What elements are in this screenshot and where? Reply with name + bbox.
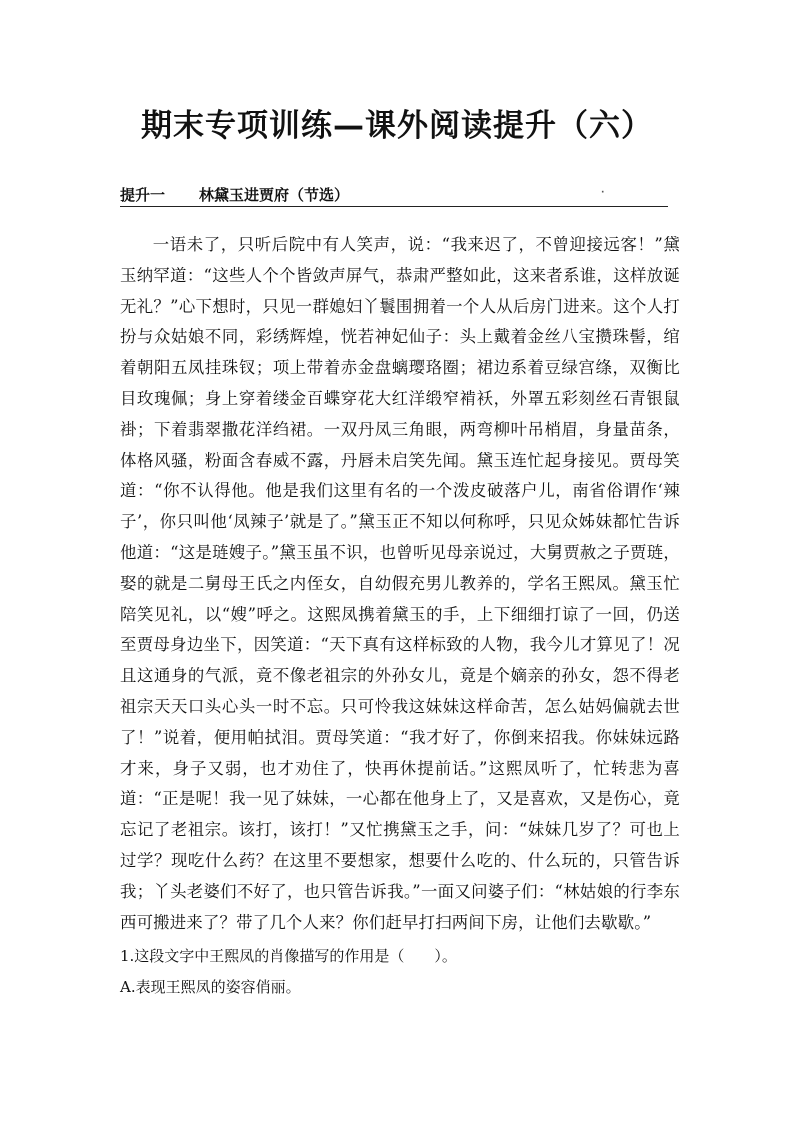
answer-option: A.表现王熙凤的姿容俏丽。 [120, 978, 301, 996]
section-label: 提升一 [120, 186, 166, 204]
page-title: 期末专项训练—课外阅读提升（六） [141, 108, 653, 144]
section-header [120, 186, 668, 207]
section-subtitle: 林黛玉进贾府（节选） [199, 186, 350, 204]
question-stem: 1.这段文字中王熙凤的肖像描写的作用是（ ）。 [120, 947, 457, 965]
section-mark: · [601, 188, 605, 198]
reading-passage: 一语未了，只听后院中有人笑声，说：“我来迟了，不曾迎接远客！”黛玉纳罕道：“这些人个个皆敛声屏气，恭肃严整如此，这来者系谁，这样放诞无礼？”心下想时，只见一群媳妇丫鬟围拥着一个人从后房门进来。这个人打扮与众姑娘不同，彩绣辉煌，恍若神妃仙子：头上戴着金丝八宝攒珠髻，绾着朝阳五凤挂珠钗；项上带着赤金盘螭璎珞圈；裙边系着豆绿宫绦，双衡比目玫瑰佩；身上穿着缕金百蝶穿花大红洋缎窄褃袄，外罩五彩刻丝石青银鼠褂；下着翡翠撒花洋绉裙。一双丹凤三角眼，两弯柳叶吊梢眉，身量苗条，体格风骚，粉面含春威不露，丹唇未启笑先闻。黛玉连忙起身接见。贾母笑道：“你不认得他。他是我们这里有名的一个泼皮破落户儿，南省俗谓作‘辣子’，你只叫他‘凤辣子’就是了。”黛玉正不知以何称呼，只见众姊妹都忙告诉他道：“这是琏嫂子。”黛玉虽不识，也曾听见母亲说过，大舅贾赦之子贾琏，娶的就是二舅母王氏之内侄女，自幼假充男儿教养的，学名王熙凤。黛玉忙陪笑见礼，以“嫂”呼之。这熙凤携着黛玉的手，上下细细打谅了一回，仍送至贾母身边坐下，因笑道：“天下真有这样标致的人物，我今儿才算见了！况且这通身的气派，竟不像老祖宗的外孙女儿，竟是个嫡亲的孙女，怨不得老祖宗天天口头心头一时不忘。只可怜我这妹妹这样命苦，怎么姑妈偏就去世了！”说着，便用帕拭泪。贾母笑道：“我才好了，你倒来招我。你妹妹远路才来，身子又弱，也才劝住了，快再休提前话。”这熙凤听了，忙转悲为喜道：“正是呢！我一见了妹妹，一心都在他身上了，又是喜欢，又是伤心，竟忘记了老祖宗。该打，该打！”又忙携黛玉之手，问：“妹妹几岁了？可也上过学？现吃什么药？在这里不要想家，想要什么吃的、什么玩的，只管告诉我；丫头老婆们不好了，也只管告诉我。”一面又问婆子们：“林姑娘的行李东西可搬进来了？带了几个人来？你们赶早打扫两间下房，让他们去歇歇。” [120, 235, 680, 932]
